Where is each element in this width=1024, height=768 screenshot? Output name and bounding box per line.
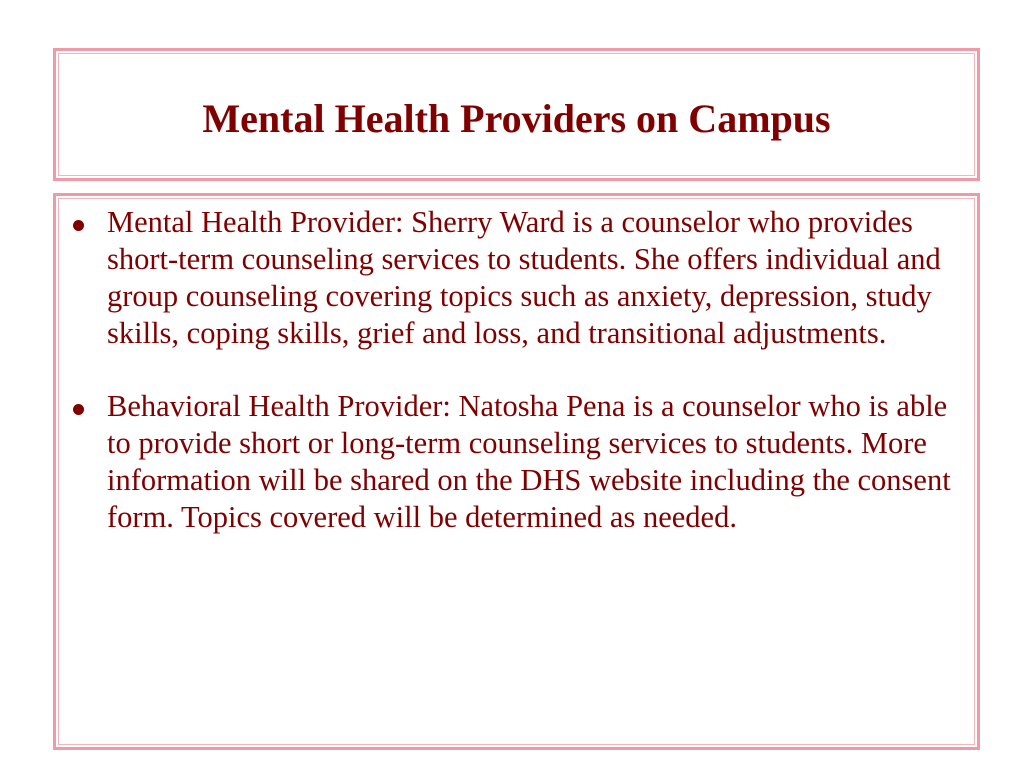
bullet-dot-icon xyxy=(73,220,84,231)
content-placeholder xyxy=(53,193,980,750)
bullet-text: Mental Health Provider: Sherry Ward is a counselor who provides short-term counseling services to students. She offers individual and group counseling covering topics such as anxiety, depression, study skills, coping skills, grief and loss, and transitional adjustments. xyxy=(107,205,941,350)
title-placeholder xyxy=(53,48,980,181)
bullet-item-behavioral-health-provider xyxy=(71,388,971,536)
bullet-text: Behavioral Health Provider: Natosha Pena is a counselor who is able to provide short or long-term counseling services to students. More information will be shared on the DHS website including the consent form. Topics covered will be determined as needed. xyxy=(107,389,951,534)
slide-title: Mental Health Providers on Campus xyxy=(202,96,831,141)
bullet-dot-icon xyxy=(73,404,84,415)
bullet-list xyxy=(71,204,971,572)
bullet-item-mental-health-provider xyxy=(71,204,971,352)
